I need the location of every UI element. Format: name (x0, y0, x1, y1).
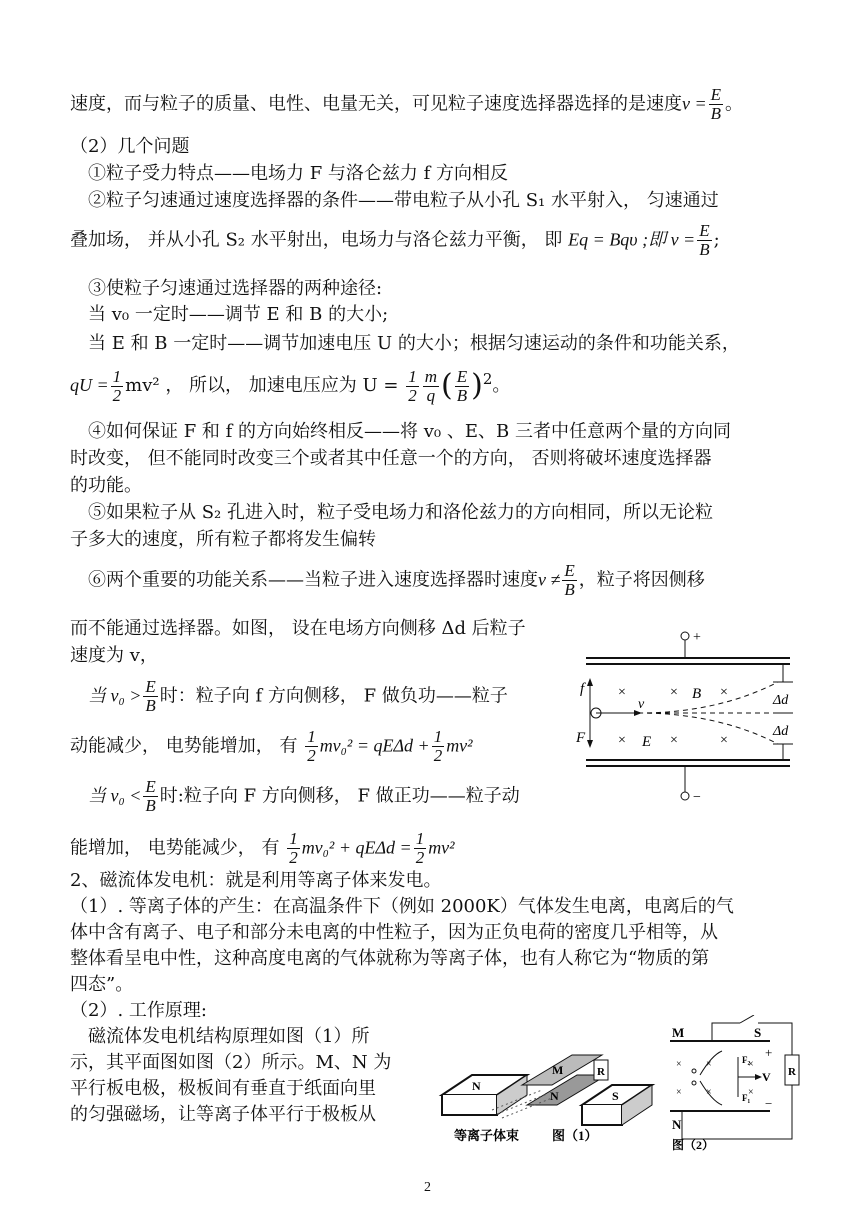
text-line: 能增加， 电势能减少， 有 (70, 837, 280, 859)
numerator: 1 (289, 829, 298, 848)
denominator: 2 (408, 385, 417, 405)
fraction-E-over-B (455, 368, 469, 405)
resistor-label: R (597, 1066, 605, 1078)
plate-n-label: N (672, 1117, 682, 1132)
fraction-E-over-B (143, 678, 157, 715)
denominator: q (426, 385, 436, 405)
field-cross-mark: × (706, 1087, 712, 1098)
south-pole-label: S (612, 1089, 619, 1103)
field-cross-mark: × (618, 685, 626, 700)
field-cross-mark: × (720, 733, 728, 748)
field-cross-mark: × (670, 733, 678, 748)
text-line: 动能减少， 电势能增加， 有 (70, 735, 298, 757)
electric-field-label: E (642, 734, 652, 750)
field-cross-mark: × (676, 1087, 682, 1098)
formula-accel-voltage: qU = $\frac{1}{2}$ mv² ， 所以， 加速电压应为 U = $\frac{1}{2}$ $\frac{m}{q}$ ( $\frac{E}{B}$ )$^2$。 (70, 366, 511, 405)
para-case-greater (88, 678, 508, 715)
para-s2-2: 子多大的速度，所有粒子都将发生偏转 (70, 529, 376, 550)
text-line: ，粒子将因侧移 (578, 569, 705, 591)
para-condition-1: ②粒子匀速通过速度选择器的条件——带电粒子从小孔 S₁ 水平射入， 匀速通过 (88, 190, 719, 211)
para-direction-2: 时改变， 但不能同时改变三个或者其中任意一个的方向， 否则将破坏速度选择器 (70, 448, 712, 469)
para-plasma-1: （1）. 等离子体的产生：在高温条件下（例如 2000K）气体发生电离，电离后的气 (70, 896, 734, 917)
numerator: 1 (433, 727, 443, 746)
para-way-1: 当 v₀ 一定时——调节 E 和 B 的大小; (88, 304, 389, 325)
mhd-generator-3d-figure (432, 1050, 657, 1150)
para-energy-2: 而不能通过选择器。如图， 设在电场方向侧移 Δd 后粒子 (70, 618, 526, 639)
plasma-beam-caption: 等离子体束 (454, 1128, 520, 1143)
force-f1-label: F₁ (742, 1093, 751, 1103)
formula-energy-end: mv² (428, 837, 455, 858)
fraction-E-over-B (697, 222, 711, 259)
numerator: 1 (307, 727, 316, 746)
para-principle-3: 平行板电极，极板间有垂直于纸面向里 (70, 1078, 376, 1099)
velocity-label: v (638, 697, 645, 712)
formula-energy: mv₀² + qEΔd = (301, 837, 412, 858)
para-energy-1 (88, 562, 705, 599)
switch-label: S (754, 1025, 762, 1040)
numerator: E (145, 677, 156, 696)
numerator: 1 (408, 366, 417, 386)
fraction-half (305, 728, 318, 765)
resistor-label: R (788, 1066, 796, 1078)
denominator: 2 (433, 746, 443, 765)
fraction-half (414, 830, 427, 867)
mhd-generator-plan-figure (662, 1015, 802, 1155)
para-plasma-3: 整体看呈电中性，这种高度电离的气体就称为等离子体，也有人称它为“物质的第 (70, 948, 710, 969)
velocity-label: V (762, 1070, 771, 1084)
fraction-E-over-B (709, 86, 723, 123)
formula-qU: qU = (70, 375, 109, 395)
field-cross-mark: × (748, 1087, 754, 1098)
delta-d-label: Δd (773, 724, 789, 739)
magnetic-field-label: B (692, 686, 702, 702)
formula-energy-end: mv² (446, 735, 473, 756)
plate-m-label: M (672, 1025, 685, 1040)
velocity-selector-figure (568, 620, 808, 810)
para-two-ways: ③使粒子匀速通过选择器的两种途径: (88, 278, 383, 299)
positive-label: + (765, 1045, 773, 1060)
numerator: E (145, 777, 156, 796)
para-plasma-4: 四态”。 (70, 974, 134, 995)
lorentz-force-label: f (580, 681, 585, 697)
fraction-half (287, 830, 300, 867)
heading-working-principle: （2）. 工作原理: (70, 1000, 207, 1021)
negative-terminal-label: − (693, 790, 701, 805)
numerator: m (424, 366, 437, 386)
denominator: B (456, 385, 468, 405)
negative-label: − (765, 1096, 773, 1111)
plate-m-label: M (552, 1063, 564, 1077)
field-cross-mark: × (720, 685, 728, 700)
formula-v0-lt: 当 v₀ < (88, 785, 142, 806)
field-cross-mark: × (670, 685, 678, 700)
denominator: 2 (289, 848, 298, 867)
denominator: B (145, 696, 156, 715)
fraction-E-over-B (143, 778, 157, 815)
para-s2-1: ⑤如果粒子从 S₂ 孔进入时，粒子受电场力和洛伦兹力的方向相同，所以无论粒 (88, 502, 713, 523)
para-plasma-2: 体中含有离子、电子和部分未电离的中性粒子，因为正负电荷的密度几乎相等，从 (70, 922, 718, 943)
figure-2-caption: 图（2） (672, 1138, 715, 1152)
formula-energy: mv₀² = qEΔd + (319, 735, 430, 756)
para-way-2: 当 E 和 B 一定时——调节加速电压 U 的大小；根据匀速运动的条件和功能关系， (88, 333, 740, 354)
field-cross-mark: × (706, 1059, 712, 1070)
para-direction-3: 的功能。 (70, 475, 142, 496)
page-number: 2 (424, 1180, 431, 1195)
text-line: 叠加场， 并从小孔 S₂ 水平射出，电场力与洛仑兹力平衡， 即 (70, 229, 563, 251)
field-cross-mark: × (676, 1059, 682, 1070)
text-line: 时:粒子向 F 方向侧移， F 做正功——粒子动 (159, 785, 520, 807)
para-direction-1: ④如何保证 F 和 f 的方向始终相反——将 v₀ 、E、B 三者中任意两个量的方向同 (88, 421, 731, 442)
para-energy-3: 速度为 v， (70, 645, 158, 666)
numerator: 1 (415, 829, 425, 848)
para-force-feature: ①粒子受力特点——电场力 F 与洛仑兹力 f 方向相反 (88, 163, 509, 184)
denominator: 2 (307, 746, 316, 765)
denominator: 2 (415, 848, 425, 867)
section-mhd-generator: 2、磁流体发电机：就是利用等离子体来发电。 (70, 870, 442, 891)
north-pole-label: N (472, 1079, 481, 1093)
plate-n-label: N (550, 1089, 559, 1103)
fraction-m-over-q (423, 368, 439, 405)
figure-1-caption: 图（1） (552, 1128, 598, 1143)
text-line: mv² ， 所以， 加速电压应为 U = (125, 375, 399, 396)
denominator: B (564, 580, 575, 599)
force-f2-label: F₂ (742, 1055, 751, 1065)
formula-v0-gt: 当 v₀ > (88, 685, 142, 706)
denominator: B (710, 104, 722, 123)
para-condition-2: 叠加场， 并从小孔 S₂ 水平射出，电场力与洛仑兹力平衡， 即 Eq = Bqυ ;即 v = $\frac{E}{B}$ ; (70, 221, 720, 259)
denominator: B (699, 240, 710, 259)
formula-v-neq: v ≠ (538, 569, 561, 590)
denominator: 2 (112, 385, 122, 405)
field-cross-mark: × (748, 1059, 754, 1070)
fraction-half (111, 368, 124, 405)
numerator: E (564, 561, 575, 580)
formula-v: v = (682, 93, 707, 114)
numerator: E (456, 366, 468, 386)
para-principle-2: 示，其平面图如图（2）所示。M、N 为 (70, 1052, 392, 1073)
heading-several-questions: （2）几个问题 (70, 136, 190, 157)
para-case-less (88, 778, 520, 815)
formula-balance: Eq = Bqυ ;即 v = (568, 229, 696, 250)
text-line: 速度，而与粒子的质量、电性、电量无关，可见粒子速度选择器选择的是速度 (70, 93, 682, 115)
electric-force-label: F (576, 730, 586, 746)
para-velocity-conclusion: 速度，而与粒子的质量、电性、电量无关，可见粒子速度选择器选择的是速度v = $\frac{E}{B}$ 。 (70, 85, 744, 123)
delta-d-label: Δd (773, 693, 789, 708)
fraction-half (406, 368, 419, 405)
numerator: 1 (112, 366, 122, 386)
fraction-E-over-B (562, 562, 576, 599)
numerator: E (699, 221, 710, 240)
para-principle-4: 的匀强磁场，让等离子体平行于极板从 (70, 1104, 376, 1125)
para-case-greater-eq (70, 728, 473, 765)
para-principle-1: 磁流体发电机结构原理如图（1）所 (88, 1026, 370, 1047)
text-line: 时：粒子向 f 方向侧移， F 做负功——粒子 (159, 685, 508, 707)
text-line: ⑥两个重要的功能关系——当粒子进入速度选择器时速度 (88, 569, 538, 591)
fraction-half (432, 728, 445, 765)
positive-terminal-label: + (693, 630, 701, 645)
field-cross-mark: × (618, 733, 626, 748)
denominator: B (145, 796, 156, 815)
para-case-less-eq (70, 830, 455, 867)
numerator: E (710, 85, 722, 104)
